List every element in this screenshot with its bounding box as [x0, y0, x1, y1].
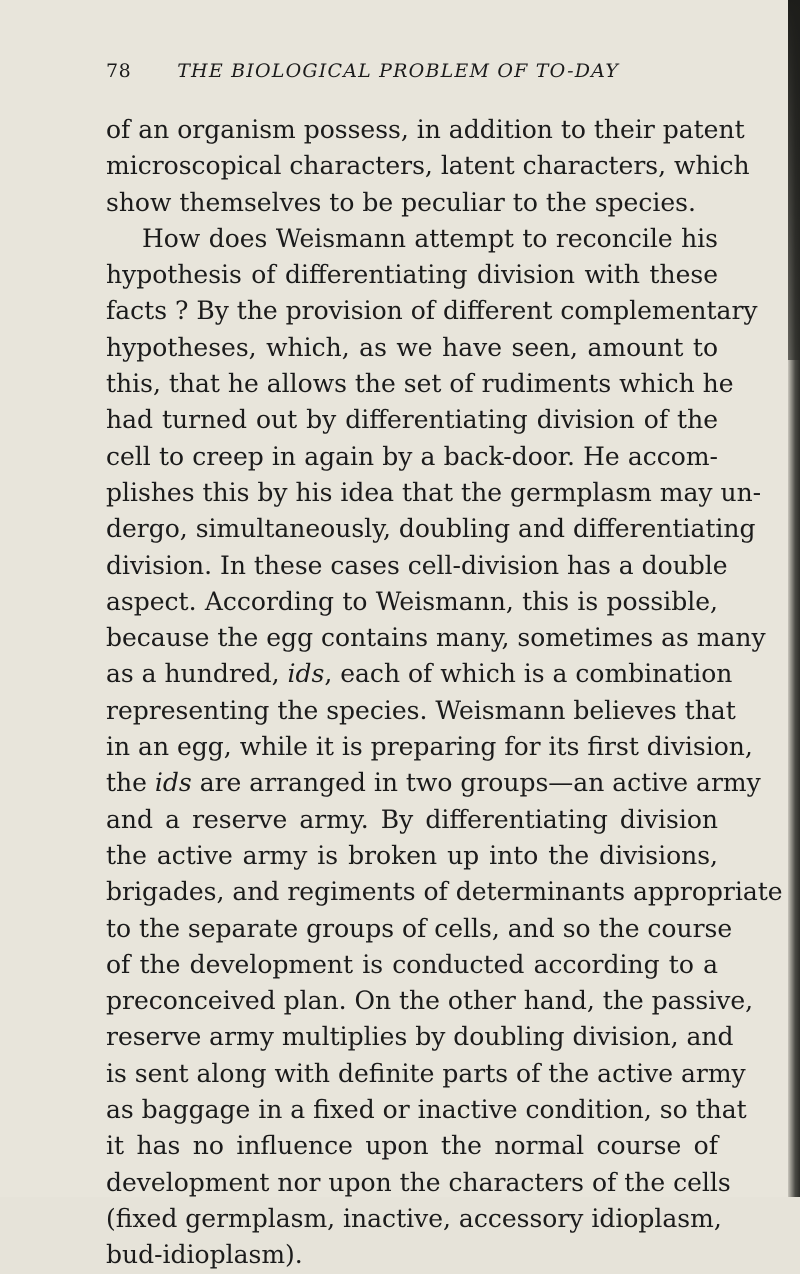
text-line: of an organism possess, in addition to their patent — [106, 115, 745, 144]
text-line: representing the species. Weismann believes that — [106, 695, 736, 725]
text-line: of the development is conducted according to a — [106, 949, 718, 979]
text-line — [106, 765, 761, 801]
text-line: in an egg, while it is preparing for its first division, — [106, 732, 753, 762]
text-segment: the — [106, 768, 147, 798]
page-edge-shadow — [788, 0, 800, 1197]
text-line: dergo, simultaneously, doubling and differentiating — [106, 514, 756, 544]
text-line: to the separate groups of cells, and so the course — [106, 913, 733, 943]
body-text — [106, 112, 783, 1274]
text-line: How does Weismann attempt to reconcile his — [142, 223, 718, 253]
text-segment: as a hundred, — [106, 659, 280, 689]
text-line: this, that he allows the set of rudiments which he — [106, 369, 734, 399]
text-line: aspect. According to Weismann, this is possible, — [106, 586, 718, 616]
text-line: (fixed germplasm, inactive, accessory idioplasm, — [106, 1203, 722, 1233]
text-line: hypothesis of differentiating division with these — [106, 260, 718, 290]
text-line: reserve army multiplies by doubling division, and — [106, 1022, 734, 1052]
text-line: plishes this by his idea that the germplasm may un- — [106, 477, 762, 507]
text-segment: are arranged in two groups—an active army — [199, 768, 761, 798]
text-line: had turned out by differentiating division of the — [106, 405, 718, 435]
text-line: hypotheses, which, as we have seen, amount to — [106, 332, 718, 362]
text-line: bud-idioplasm). — [106, 1240, 303, 1270]
running-head: THE BIOLOGICAL PROBLEM OF TO-DAY — [177, 60, 620, 82]
binding-shadow — [788, 0, 800, 360]
text-line: facts ? By the provision of different complementary — [106, 296, 758, 326]
text-line: cell to creep in again by a back-door. He accom- — [106, 441, 718, 471]
italic-term: ids — [287, 659, 325, 689]
text-line: show themselves to be peculiar to the species. — [106, 187, 696, 217]
text-line: as baggage in a fixed or inactive condition, so that — [106, 1095, 747, 1125]
text-line: development nor upon the characters of the cells — [106, 1167, 731, 1197]
text-line: it has no influence upon the normal course of — [106, 1131, 718, 1161]
text-line: is sent along with definite parts of the active army — [106, 1058, 746, 1088]
text-line: and a reserve army. By differentiating division — [106, 804, 718, 834]
page-header — [106, 60, 706, 90]
text-line: preconceived plan. On the other hand, the passive, — [106, 986, 754, 1016]
text-line: division. In these cases cell-division has a double — [106, 550, 728, 580]
text-line: the active army is broken up into the divisions, — [106, 840, 718, 870]
page-number: 78 — [106, 60, 132, 82]
text-segment: , each of which is a combination — [324, 659, 733, 689]
text-line: microscopical characters, latent characters, which — [106, 151, 750, 181]
text-line — [106, 656, 733, 692]
italic-term: ids — [154, 768, 192, 798]
text-line: brigades, and regiments of determinants appropriate — [106, 877, 783, 907]
text-line: because the egg contains many, sometimes as many — [106, 623, 766, 653]
